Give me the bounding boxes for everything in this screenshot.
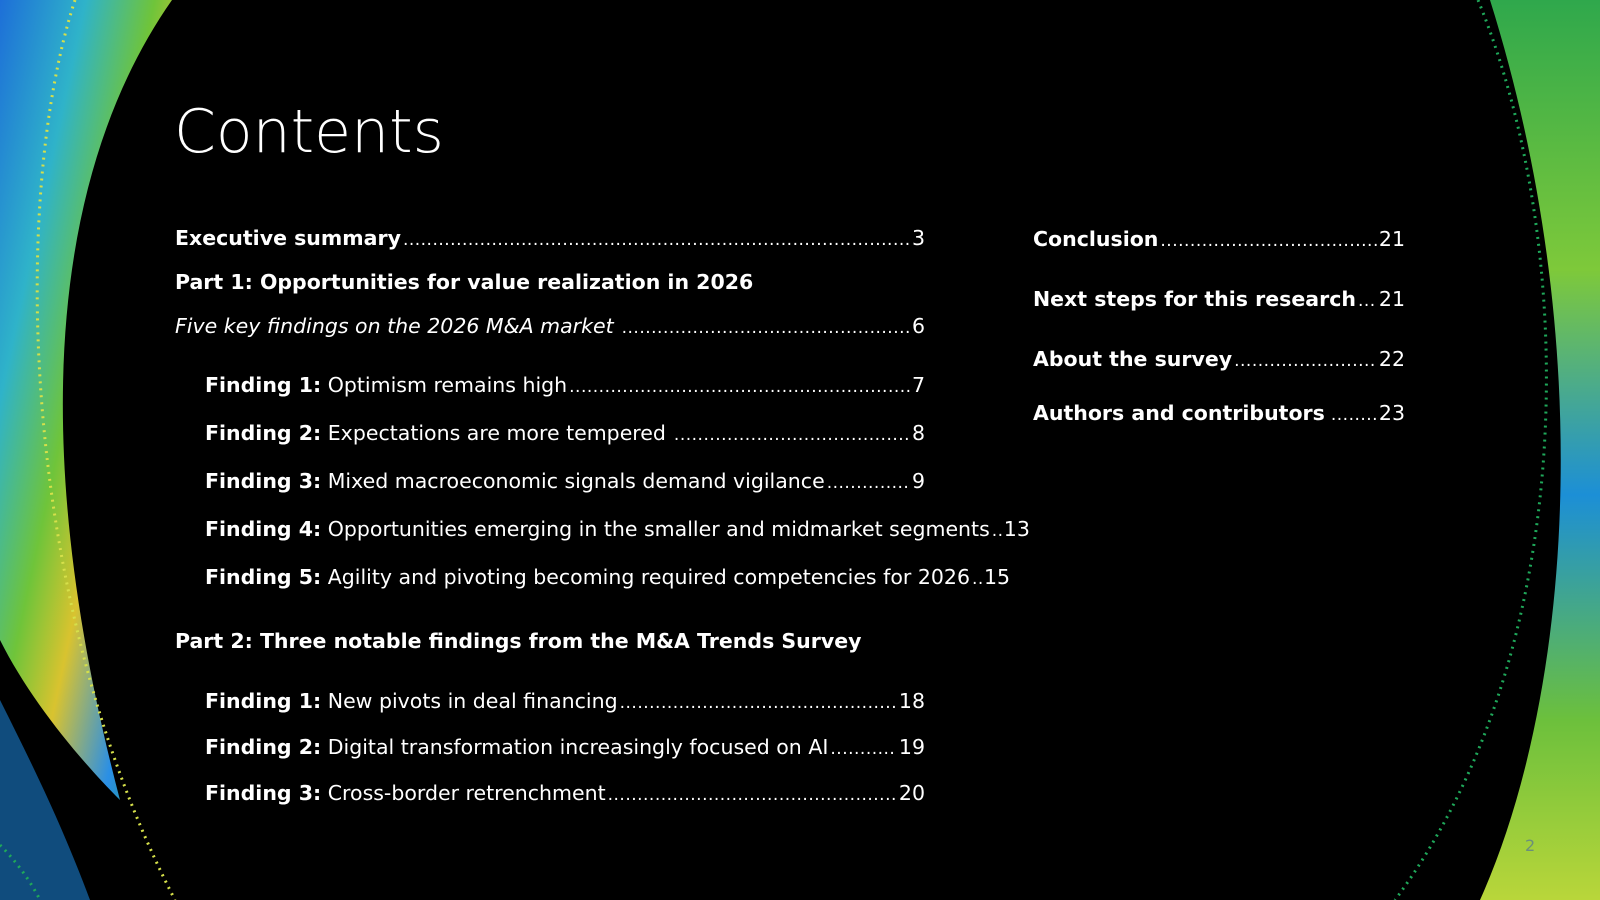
- toc-part1-finding-4[interactable]: [205, 517, 1030, 543]
- toc-page-number: 8: [911, 421, 925, 445]
- finding-text: Opportunities emerging in the smaller and midmarket segments: [327, 517, 990, 541]
- toc-label: Authors and contributors: [1033, 401, 1325, 425]
- toc-about-survey[interactable]: [1033, 347, 1405, 373]
- toc-page-number: 19: [898, 735, 925, 759]
- toc-conclusion[interactable]: [1033, 227, 1405, 253]
- dot-leader: [827, 471, 910, 495]
- dot-leader: [569, 375, 910, 399]
- finding-text: Mixed macroeconomic signals demand vigilance: [327, 469, 825, 493]
- toc-part1-finding-1[interactable]: [205, 373, 925, 399]
- finding-prefix: Finding 5:: [205, 565, 322, 589]
- toc-label: Executive summary: [175, 226, 401, 250]
- toc-label: Next steps for this research: [1033, 287, 1356, 311]
- toc-executive-summary[interactable]: [175, 226, 925, 252]
- toc-part2-finding-1[interactable]: [205, 689, 925, 715]
- toc-label: Five key findings on the 2026 M&A market: [175, 314, 614, 338]
- toc-page-number: 22: [1378, 347, 1405, 371]
- toc-page-number: 18: [898, 689, 925, 713]
- toc-page-number: 7: [911, 373, 925, 397]
- toc-authors-contributors[interactable]: [1033, 401, 1405, 427]
- toc-label: About the survey: [1033, 347, 1233, 371]
- toc-part2-finding-2[interactable]: [205, 735, 925, 761]
- toc-page-number: 13: [1003, 517, 1030, 541]
- dot-leader: [620, 691, 897, 715]
- finding-prefix: Finding 3:: [205, 781, 322, 805]
- toc-part1-finding-5[interactable]: [205, 565, 1011, 591]
- dot-leader: [972, 567, 982, 591]
- finding-prefix: Finding 2:: [205, 735, 322, 759]
- finding-text: Expectations are more tempered: [327, 421, 666, 445]
- toc-page-number: 15: [984, 565, 1011, 589]
- dot-leader: [1331, 403, 1377, 427]
- finding-text: Agility and pivoting becoming required competencies for 2026: [327, 565, 971, 589]
- finding-prefix: Finding 2:: [205, 421, 322, 445]
- finding-prefix: Finding 1:: [205, 689, 322, 713]
- toc-page-number: 21: [1378, 227, 1405, 251]
- finding-text: Optimism remains high: [327, 373, 568, 397]
- dot-leader: [403, 228, 910, 252]
- finding-text: New pivots in deal financing: [327, 689, 618, 713]
- toc-part2-finding-3[interactable]: [205, 781, 925, 807]
- page-title: Contents: [174, 97, 444, 167]
- toc-label: Conclusion: [1033, 227, 1159, 251]
- right-dotted-ring: [1395, 0, 1546, 900]
- finding-text: Cross-border retrenchment: [327, 781, 606, 805]
- toc-part1-finding-2[interactable]: [205, 421, 925, 447]
- finding-prefix: Finding 4:: [205, 517, 322, 541]
- finding-text: Digital transformation increasingly focused on AI: [327, 735, 829, 759]
- dot-leader: [992, 519, 1002, 543]
- dot-leader: [1234, 349, 1377, 373]
- toc-page-number: 21: [1378, 287, 1405, 311]
- toc-page-number: 3: [911, 226, 925, 250]
- toc-page-number: 23: [1378, 401, 1405, 425]
- dot-leader: [830, 737, 897, 761]
- toc-next-steps[interactable]: [1033, 287, 1405, 313]
- part1-heading: Part 1: Opportunities for value realization in 2026: [175, 270, 754, 294]
- toc-five-key-findings[interactable]: [175, 314, 925, 340]
- finding-prefix: Finding 3:: [205, 469, 322, 493]
- toc-part1-finding-3[interactable]: [205, 469, 925, 495]
- toc-page-number: 6: [911, 314, 925, 338]
- dot-leader: [622, 316, 910, 340]
- dot-leader: [608, 783, 897, 807]
- finding-prefix: Finding 1:: [205, 373, 322, 397]
- dot-leader: [674, 423, 910, 447]
- left-paint-arc: [0, 0, 172, 800]
- page-number: 2: [1525, 836, 1536, 855]
- toc-page-number: 20: [898, 781, 925, 805]
- dot-leader: [1160, 229, 1377, 253]
- dot-leader: [1358, 289, 1377, 313]
- part2-heading: Part 2: Three notable findings from the M&A Trends Survey: [175, 629, 862, 653]
- right-paint-arc: [1480, 0, 1600, 900]
- toc-page-number: 9: [911, 469, 925, 493]
